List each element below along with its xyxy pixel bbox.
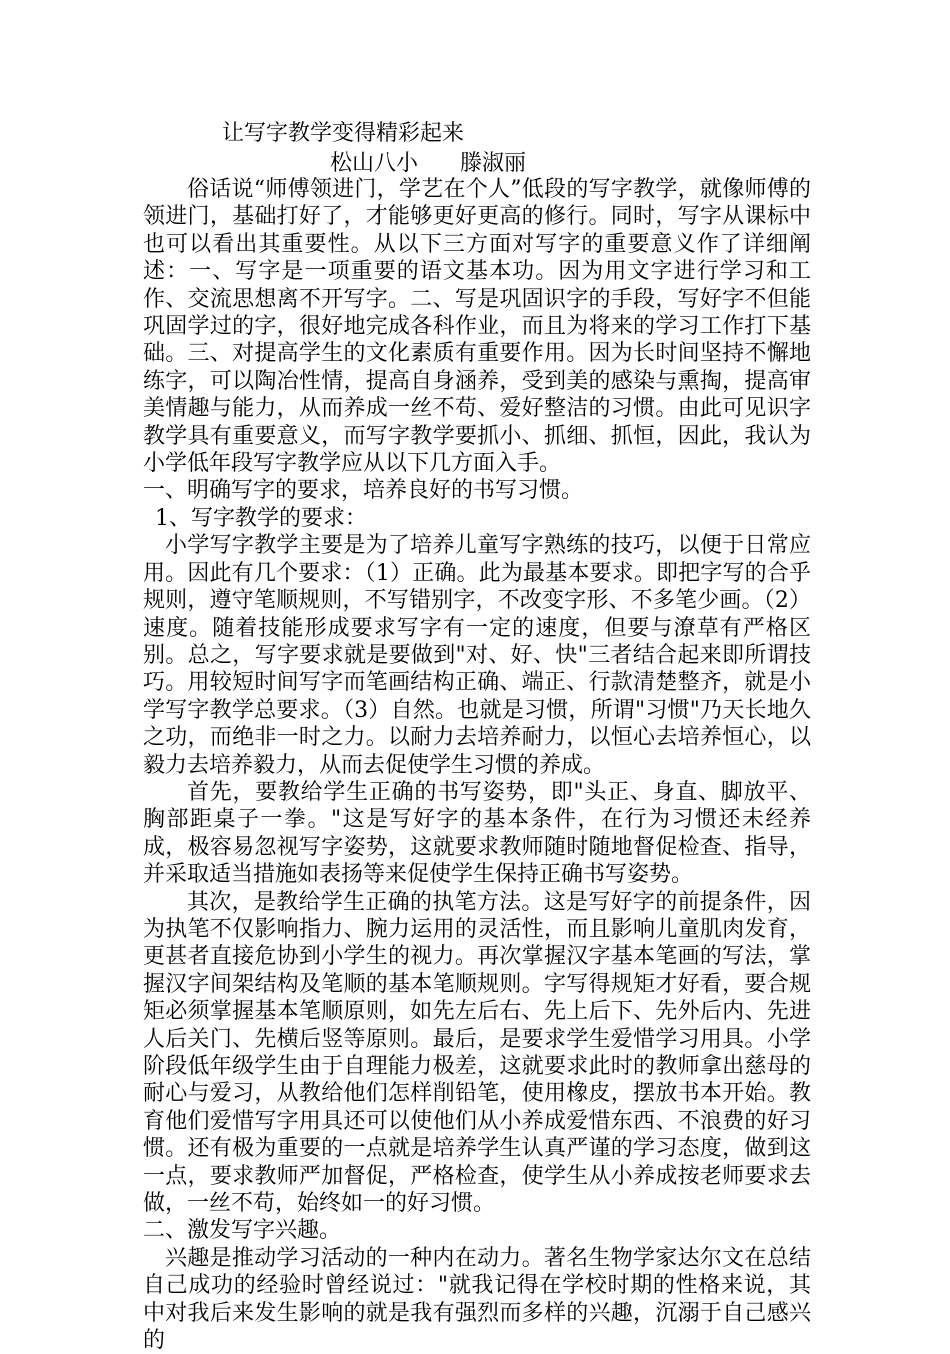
section-heading-1: 一、明确写字的要求，培养良好的书写习惯。 <box>143 478 584 504</box>
subsection-heading-1: 1、写字教学的要求： <box>155 505 367 531</box>
paragraph-intro: 俗话说“师傅领进门，学艺在个人”低段的写字教学，就像师傅的领进门，基础打好了，才能够更好更高的修行。同时，写字从课标中也可以看出其重要性。从以下三方面对写字的重要意义作了详细阐述：一、写字是一项重要的语文基本功。因为用文字进行学习和工作、交流思想离不开写字。二、写是巩固识字的手段，写好字不但能巩固学过的字，很好地完成各科作业，而且为将来的学习工作打下基础。三、对提高学生的文化素质有重要作用。因为长时间坚持不懈地练字，可以陶冶性情，提高自身涵养，受到美的感染与熏掏，提高审美情趣与能力，从而养成一丝不苟、爱好整洁的习惯。由此可见识字教学具有重要意义，而写字教学要抓小、抓细、抓恒，因此，我认为小学低年段写字教学应从以下几方面入手。 <box>143 177 811 477</box>
paragraph-pen-grip: 其次，是教给学生正确的执笔方法。这是写好字的前提条件，因为执笔不仅影响指力、腕力运用的灵活性，而且影响儿童肌肉发育，更甚者直接危协到小学生的视力。再次掌握汉字基本笔画的写法，掌握汉字间架结构及笔顺的基本笔顺规则。字写得规矩才好看，要合规矩必须掌握基本笔顺原则，如先左后右、先上后下、先外后内、先进人后关门、先横后竖等原则。最后，是要求学生爱惜学习用具。小学阶段低年级学生由于自理能力极差，这就要求此时的教师拿出慈母的耐心与爱习，从教给他们怎样削铅笔，使用橡皮，摆放书本开始。教育他们爱惜写字用具还可以使他们从小养成爱惜东西、不浪费的好习惯。还有极为重要的一点就是培养学生认真严谨的学习态度，做到这一点，要求教师严加督促，严格检查，使学生从小养成按老师要求去做，一丝不苟，始终如一的好习惯。 <box>143 889 811 1217</box>
paragraph-requirements: 小学写字教学主要是为了培养儿童写字熟练的技巧，以便于日常应用。因此有几个要求：（1）正确。此为最基本要求。即把字写的合乎规则，遵守笔顺规则，不写错别字，不改变字形、不多笔少画。（2）速度。随着技能形成要求写字有一定的速度，但要与潦草有严格区别。总之，写字要求就是要做到"对、好、快"三者结合起来即所谓技巧。用较短时间写字而笔画结构正确、端正、行款清楚整齐，就是小学写字教学总要求。（3）自然。也就是习惯，所谓"习惯"乃天长地久之功，而绝非一时之力。以耐力去培养耐力，以恒心去培养恒心，以毅力去培养毅力，从而去促使学生习惯的养成。 <box>143 533 811 778</box>
document-title: 让写字教学变得精彩起来 <box>222 121 465 146</box>
document-body <box>143 176 811 1354</box>
school-name: 松山八小 <box>330 151 419 176</box>
section-heading-2: 二、激发写字兴趣。 <box>143 1218 342 1244</box>
paragraph-interest: 兴趣是推动学习活动的一种内在动力。著名生物学家达尔文在总结自己成功的经验时曾经说过："就我记得在学校时期的性格来说，其中对我后来发生影响的就是我有强烈而多样的兴趣，沉溺于自己感兴的 <box>143 1245 811 1354</box>
paragraph-posture: 首先，要教给学生正确的书写姿势，即"头正、身直、脚放平、胸部距桌子一拳。"这是写好字的基本条件，在行为习惯还未经养成，极容易忽视写字姿势，这就要求教师随时随地督促检查、指导，并采取适当措施如表扬等来促使学生保持正确书写姿势。 <box>143 779 811 888</box>
author-name: 滕淑丽 <box>460 151 527 176</box>
